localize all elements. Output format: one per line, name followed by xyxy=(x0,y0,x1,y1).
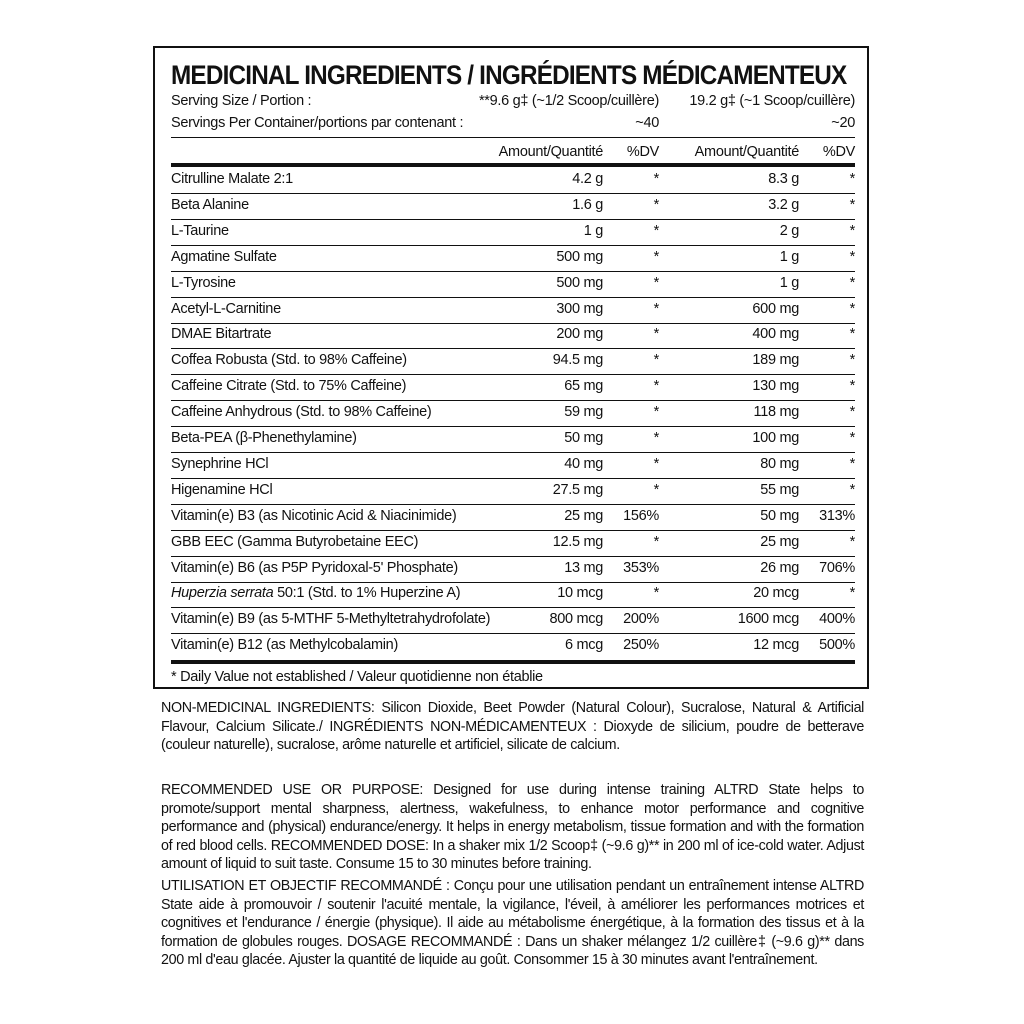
amount-serving-1: 6 mcg xyxy=(565,637,603,654)
amount-serving-1: 200 mg xyxy=(556,326,603,343)
col-dv-1: %DV xyxy=(626,144,659,160)
amount-serving-1: 94.5 mg xyxy=(552,352,603,369)
amount-serving-1: 800 mcg xyxy=(549,611,603,628)
amount-serving-2: 12 mcg xyxy=(753,637,799,654)
ingredient-name: Vitamin(e) B9 (as 5-MTHF 5-Methyltetrahydrofolate) xyxy=(171,611,491,628)
dv-serving-1: 156% xyxy=(623,507,659,524)
amount-serving-2: 1 g xyxy=(779,248,799,265)
recommended-use-text-fr: Conçu pour une utilisation pendant un entraînement intense ALTRD State aide à promouvoir / soutenir l'acuité mentale, la vigilance, l'éveil, à améliorer les performances motrices et cognitives et l'endurance / énergie (physique). Il aide au métabolisme énergétique, à la formation des tissus et à la formation de globules rouges. xyxy=(161,878,864,950)
dv-serving-1: * xyxy=(653,274,659,291)
amount-serving-2: 80 mg xyxy=(760,455,799,472)
table-row xyxy=(171,633,855,659)
dv-serving-2: * xyxy=(849,248,855,265)
amount-serving-1: 10 mcg xyxy=(557,585,603,602)
dv-serving-1: * xyxy=(653,352,659,369)
recommended-dose-label-fr: DOSAGE RECOMMANDÉ xyxy=(347,933,513,950)
amount-serving-2: 400 mg xyxy=(752,326,799,343)
dv-serving-1: * xyxy=(653,481,659,498)
recommended-dose-label-en: RECOMMENDED DOSE: xyxy=(270,837,429,854)
dv-serving-1: * xyxy=(653,585,659,602)
ingredient-name: Beta-PEA (β-Phenethylamine) xyxy=(171,430,357,446)
recommended-use-label-en: RECOMMENDED USE OR PURPOSE: xyxy=(161,782,424,798)
amount-serving-1: 4.2 g xyxy=(572,171,603,187)
ingredient-name: Coffea Robusta (Std. to 98% Caffeine) xyxy=(171,352,407,369)
table-row xyxy=(171,478,855,505)
servings-label: Servings Per Container/portions par contenant : xyxy=(171,115,464,131)
amount-serving-2: 20 mcg xyxy=(753,585,799,602)
dv-serving-1: * xyxy=(653,378,659,395)
ingredient-name: L-Taurine xyxy=(171,222,229,239)
ingredient-name: Synephrine HCl xyxy=(171,455,269,472)
non-medicinal-label-en: NON-MEDICINAL INGREDIENTS: xyxy=(161,700,375,716)
ingredient-name: Citrulline Malate 2:1 xyxy=(171,171,293,187)
ingredient-name-rest: 50:1 (Std. to 1% Huperzine A) xyxy=(273,585,461,602)
dv-serving-2: * xyxy=(849,378,855,395)
col-amount-2: Amount/Quantité xyxy=(694,144,799,160)
dv-serving-2: 400% xyxy=(819,611,855,628)
recommended-use-en xyxy=(161,781,864,874)
dv-serving-2: * xyxy=(849,455,855,472)
amount-serving-2: 100 mg xyxy=(752,430,799,446)
ingredient-name: Vitamin(e) B12 (as Methylcobalamin) xyxy=(171,637,398,654)
dv-serving-2: * xyxy=(849,326,855,343)
ingredient-name: Beta Alanine xyxy=(171,196,249,213)
header-divider xyxy=(171,137,855,138)
dv-serving-2: * xyxy=(849,300,855,317)
ingredient-name: L-Tyrosine xyxy=(171,274,236,291)
dv-serving-2: * xyxy=(849,481,855,498)
ingredient-name: Acetyl-L-Carnitine xyxy=(171,300,281,317)
dv-serving-2: * xyxy=(849,404,855,421)
ingredient-name: Vitamin(e) B3 (as Nicotinic Acid & Niacinimide) xyxy=(171,507,457,524)
dv-serving-1: * xyxy=(653,430,659,446)
dv-serving-1: 250% xyxy=(623,637,659,654)
servings-1: ~40 xyxy=(635,115,659,131)
amount-serving-1: 1 g xyxy=(583,222,603,239)
column-header-row xyxy=(171,144,855,164)
ingredient-name xyxy=(171,585,460,601)
recommended-use-fr xyxy=(161,877,864,970)
dv-serving-2: * xyxy=(849,222,855,239)
non-medicinal-text-en: Silicon Dioxide, Beet Powder (Natural Colour), Sucralose, Natural & Artificial Flavour, Calcium Silicate./ xyxy=(161,700,864,735)
table-row xyxy=(171,245,855,272)
dv-serving-1: * xyxy=(653,222,659,239)
dv-serving-1: * xyxy=(653,248,659,265)
table-row xyxy=(171,607,855,634)
ingredient-name: Vitamin(e) B6 (as P5P Pyridoxal-5' Phosphate) xyxy=(171,559,458,576)
serving-size-label: Serving Size / Portion : xyxy=(171,93,312,109)
table-row xyxy=(171,271,855,298)
amount-serving-2: 1 g xyxy=(779,274,799,291)
amount-serving-2: 130 mg xyxy=(752,378,799,395)
ingredient-name: DMAE Bitartrate xyxy=(171,326,272,343)
dv-serving-1: * xyxy=(653,196,659,213)
dv-serving-2: 313% xyxy=(819,507,855,524)
dv-serving-2: * xyxy=(849,196,855,213)
serving-size-1: **9.6 g‡ (~1/2 Scoop/cuillère) xyxy=(478,93,659,109)
table-row xyxy=(171,297,855,324)
dv-serving-1: * xyxy=(653,533,659,550)
dv-serving-2: 706% xyxy=(819,559,855,576)
dv-serving-2: * xyxy=(849,352,855,369)
amount-serving-1: 300 mg xyxy=(556,300,603,317)
table-row xyxy=(171,581,855,608)
amount-serving-2: 8.3 g xyxy=(768,171,799,187)
servings-2: ~20 xyxy=(831,115,855,131)
non-medicinal-ingredients xyxy=(161,699,864,755)
amount-serving-1: 65 mg xyxy=(564,378,603,395)
amount-serving-1: 25 mg xyxy=(564,507,603,524)
medicinal-ingredients-panel xyxy=(153,46,869,689)
table-row xyxy=(171,556,855,583)
table-row xyxy=(171,348,855,375)
amount-serving-2: 1600 mcg xyxy=(737,611,799,628)
non-medicinal-label-fr: INGRÉDIENTS NON-MÉDICAMENTEUX : xyxy=(329,718,597,735)
dv-serving-2: * xyxy=(849,171,855,187)
amount-serving-1: 500 mg xyxy=(556,274,603,291)
recommended-use-label-fr: UTILISATION ET OBJECTIF RECOMMANDÉ : xyxy=(161,878,450,894)
dv-serving-2: 500% xyxy=(819,637,855,654)
dv-serving-2: * xyxy=(849,274,855,291)
amount-serving-2: 3.2 g xyxy=(768,196,799,213)
amount-serving-1: 40 mg xyxy=(564,455,603,472)
amount-serving-2: 2 g xyxy=(779,222,799,239)
amount-serving-1: 13 mg xyxy=(564,559,603,576)
dv-serving-1: * xyxy=(653,404,659,421)
ingredient-name: Agmatine Sulfate xyxy=(171,248,277,265)
amount-serving-1: 500 mg xyxy=(556,248,603,265)
amount-serving-1: 1.6 g xyxy=(572,196,603,213)
dv-serving-1: * xyxy=(653,455,659,472)
table-row xyxy=(171,167,855,194)
ingredient-name: Caffeine Anhydrous (Std. to 98% Caffeine) xyxy=(171,404,432,421)
table-row xyxy=(171,193,855,220)
table-row xyxy=(171,374,855,401)
dv-serving-2: * xyxy=(849,533,855,550)
table-row xyxy=(171,219,855,246)
dv-serving-1: * xyxy=(653,171,659,187)
col-dv-2: %DV xyxy=(822,144,855,160)
table-row xyxy=(171,426,855,453)
dv-serving-2: * xyxy=(849,430,855,446)
recommended-dose-text-en: In a shaker mix 1/2 Scoop‡ (~9.6 g)** in 200 ml of ice-cold water. Adjust amount of liquid to suit taste. Consume 15 to 30 minutes before training. xyxy=(161,837,864,872)
serving-size-row xyxy=(171,93,855,113)
col-amount-1: Amount/Quantité xyxy=(498,144,603,160)
table-row xyxy=(171,400,855,427)
non-medicinal-text-fr: Dioxyde de silicium, poudre de betterave (couleur naturelle), sucralose, arôme naturelle et artificiel, silicate de calcium. xyxy=(161,718,864,753)
amount-serving-1: 50 mg xyxy=(564,430,603,446)
serving-size-2: 19.2 g‡ (~1 Scoop/cuillère) xyxy=(689,93,855,109)
dv-serving-1: * xyxy=(653,300,659,317)
recommended-dose-text-fr: : Dans un shaker mélangez 1/2 cuillère‡ (~9.6 g)** dans 200 ml d'eau glacée. Ajuster la quantité de liquide au goût. Consommer 15 à 30 minutes avant l'entraînement. xyxy=(161,933,864,968)
footnote: * Daily Value not established / Valeur quotidienne non établie xyxy=(171,669,543,685)
ingredient-name: Caffeine Citrate (Std. to 75% Caffeine) xyxy=(171,378,407,395)
amount-serving-2: 55 mg xyxy=(760,481,799,498)
amount-serving-1: 27.5 mg xyxy=(552,481,603,498)
ingredient-name: GBB EEC (Gamma Butyrobetaine EEC) xyxy=(171,533,419,550)
table-row xyxy=(171,504,855,531)
table-row xyxy=(171,530,855,557)
table-row xyxy=(171,322,855,349)
table-row xyxy=(171,452,855,479)
servings-row xyxy=(171,115,855,135)
dv-serving-2: * xyxy=(849,585,855,602)
amount-serving-2: 118 mg xyxy=(753,404,799,421)
amount-serving-1: 59 mg xyxy=(564,404,603,421)
amount-serving-2: 26 mg xyxy=(760,559,799,576)
amount-serving-2: 600 mg xyxy=(752,300,799,317)
ingredient-name-italic: Huperzia serrata xyxy=(171,585,274,602)
panel-title: MEDICINAL INGREDIENTS / INGRÉDIENTS MÉDICAMENTEUX xyxy=(171,60,847,90)
amount-serving-2: 189 mg xyxy=(752,352,799,369)
ingredient-name: Higenamine HCl xyxy=(171,481,273,498)
amount-serving-2: 50 mg xyxy=(760,507,799,524)
table-bottom-rule xyxy=(171,660,855,664)
amount-serving-1: 12.5 mg xyxy=(552,533,603,550)
dv-serving-1: 353% xyxy=(623,559,659,576)
recommended-use-text-en: Designed for use during intense training ALTRD State helps to promote/support mental sharpness, alertness, wakefulness, to enhance motor performance and cognitive performance and (physical) endurance/energy. It helps in energy metabolism, tissue formation and with the formation of red blood cells. xyxy=(161,782,864,854)
amount-serving-2: 25 mg xyxy=(760,533,799,550)
dv-serving-1: 200% xyxy=(623,611,659,628)
dv-serving-1: * xyxy=(653,326,659,343)
